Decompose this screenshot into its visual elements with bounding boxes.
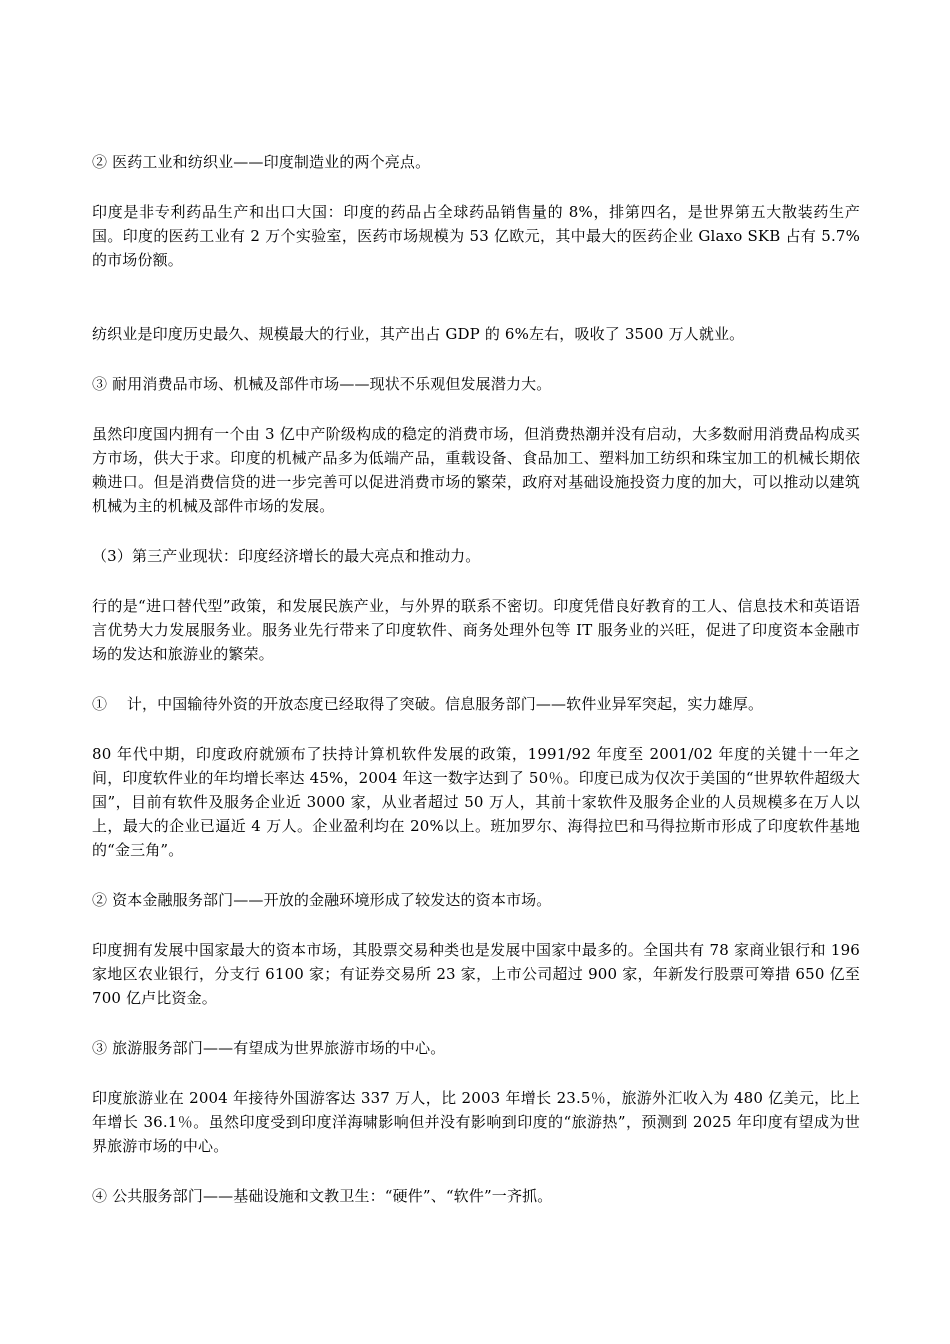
section-heading-tertiary-industry: （3）第三产业现状：印度经济增长的最大亮点和推动力。 xyxy=(92,547,481,565)
section-heading-it-services: ① 计，中国输待外资的开放态度已经取得了突破。信息服务部门——软件业异军突起，实力雄厚。 xyxy=(92,695,764,713)
paragraph-consumer-market: 虽然印度国内拥有一个由 3 亿中产阶级构成的稳定的消费市场，但消费热潮并没有启动，大多数耐用消费品构成买方市场，供大于求。印度的机械产品多为低端产品，重载设备、食品加工、塑料加工纺织和珠宝加工的机械长期依赖进口。但是消费信贷的进一步完善可以促进消费市场的繁荣，政府对基础设施投资力度的加大，可以推动以建筑机械为主的机械及部件市场的发展。 xyxy=(92,425,860,515)
paragraph-tourism: 印度旅游业在 2004 年接待外国游客达 337 万人，比 2003 年增长 23.5％，旅游外汇收入为 480 亿美元，比上年增长 36.1％。虽然印度受到印度洋海啸影响但并没有影响到印度的“旅游热”，预测到 2025 年印度有望成为世界旅游市场的中心。 xyxy=(92,1089,860,1155)
section-heading-pharma-textile: ② 医药工业和纺织业——印度制造业的两个亮点。 xyxy=(92,153,431,171)
paragraph-pharma: 印度是非专利药品生产和出口大国：印度的药品占全球药品销售量的 8%，排第四名，是世界第五大散装药生产国。印度的医药工业有 2 万个实验室，医药市场规模为 53 亿欧元，其中最大的医药企业 Glaxo SKB 占有 5.7%的市场份额。 xyxy=(92,203,860,269)
section-heading-capital-finance: ② 资本金融服务部门——开放的金融环境形成了较发达的资本市场。 xyxy=(92,891,552,909)
paragraph-textile: 纺织业是印度历史最久、规模最大的行业，其产出占 GDP 的 6%左右，吸收了 3500 万人就业。 xyxy=(92,325,745,343)
paragraph-software-industry: 80 年代中期，印度政府就颁布了扶持计算机软件发展的政策，1991/92 年度至 2001/02 年度的关键十一年之间，印度软件业的年均增长率达 45%，2004 年这一数字达到了 50％。印度已成为仅次于美国的“世界软件超级大国”，目前有软件及服务企业近 3000 家，从业者超过 50 万人，其前十家软件及服务企业的人员规模多在万人以上，最大的企业已逼近 4 万人。企业盈利均在 20%以上。班加罗尔、海得拉巴和马得拉斯市形成了印度软件基地的“金三角”。 xyxy=(92,745,860,859)
section-heading-tourism: ③ 旅游服务部门——有望成为世界旅游市场的中心。 xyxy=(92,1039,446,1057)
paragraph-capital-market: 印度拥有发展中国家最大的资本市场，其股票交易种类也是发展中国家中最多的。全国共有 78 家商业银行和 196 家地区农业银行，分支行 6100 家；有证券交易所 23 家，上市公司超过 900 家，年新发行股票可筹措 650 亿至 700 亿卢比资金。 xyxy=(92,941,860,1007)
paragraph-services-policy: 行的是“进口替代型”政策，和发展民族产业，与外界的联系不密切。印度凭借良好教育的工人、信息技术和英语语言优势大力发展服务业。服务业先行带来了印度软件、商务处理外包等 IT 服务业的兴旺，促进了印度资本金融市场的发达和旅游业的繁荣。 xyxy=(92,597,860,663)
document-body xyxy=(92,150,860,1234)
section-heading-durables-machinery: ③ 耐用消费品市场、机械及部件市场——现状不乐观但发展潜力大。 xyxy=(92,375,552,393)
section-heading-public-services: ④ 公共服务部门——基础设施和文教卫生：“硬件”、“软件”一齐抓。 xyxy=(92,1187,553,1205)
